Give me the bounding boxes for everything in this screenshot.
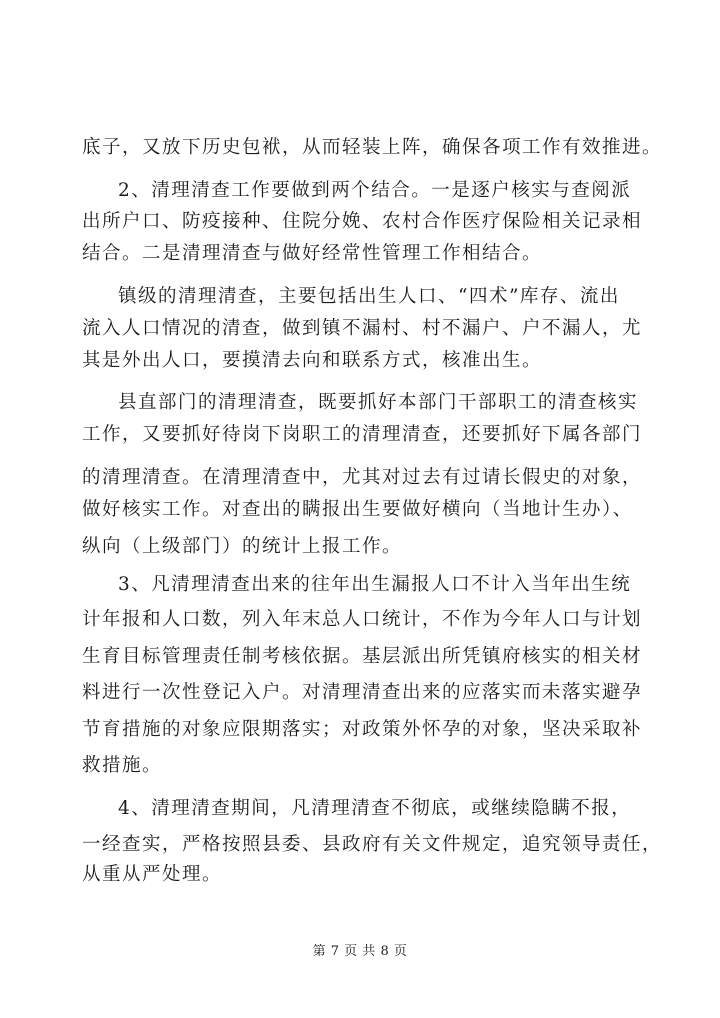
text-line: 料进行一次性登记入户。对清理清查出来的应落实而未落实避孕 xyxy=(82,682,643,703)
text-line: 救措施。 xyxy=(82,755,163,776)
text-line: 的清理清查。在清理清查中，尤其对过去有过请长假史的对象， xyxy=(82,467,643,488)
text-line: 纵向（上级部门）的统计上报工作。 xyxy=(82,536,403,557)
text-line: 县直部门的清理清查，既要抓好本部门干部职工的清查核实 xyxy=(118,392,639,413)
text-line: 底子，又放下历史包袱，从而轻装上阵，确保各项工作有效推进。 xyxy=(82,137,663,158)
text-line: 计年报和人口数，列入年末总人口统计，不作为今年人口与计划 xyxy=(82,609,643,630)
text-line: 2、清理清查工作要做到两个结合。一是逐户核实与查阅派 xyxy=(118,180,632,201)
text-line: 流入人口情况的清查，做到镇不漏村、村不漏户、户不漏人，尤 xyxy=(82,318,643,339)
text-line: 出所户口、防疫接种、住院分娩、农村合作医疗保险相关记录相 xyxy=(82,211,643,232)
text-line: 做好核实工作。对查出的瞒报出生要做好横向（当地计生办）、 xyxy=(82,499,633,520)
page-number-footer: 第 7 页 共 8 页 xyxy=(312,944,408,959)
text-line: 镇级的清理清查，主要包括出生人口、“四术”库存、流出 xyxy=(118,286,620,307)
text-line: 从重从严处理。 xyxy=(82,864,223,885)
text-line: 一经查实，严格按照县委、县政府有关文件规定，追究领导责任， xyxy=(82,834,663,855)
text-line: 工作，又要抓好待岗下岗职工的清理清查，还要抓好下属各部门 xyxy=(82,424,643,445)
text-line: 生育目标管理责任制考核依据。基层派出所凭镇府核实的相关材 xyxy=(82,646,643,667)
text-line: 节育措施的对象应限期落实；对政策外怀孕的对象，坚决采取补 xyxy=(82,719,643,740)
text-line: 其是外出人口，要摸清去向和联系方式，核准出生。 xyxy=(82,350,543,371)
text-line: 结合。二是清理清查与做好经常性管理工作相结合。 xyxy=(82,243,543,264)
text-line: 3、凡清理清查出来的往年出生漏报人口不计入当年出生统 xyxy=(118,574,632,595)
text-line: 4、清理清查期间，凡清理清查不彻底，或继续隐瞒不报， xyxy=(118,798,632,819)
